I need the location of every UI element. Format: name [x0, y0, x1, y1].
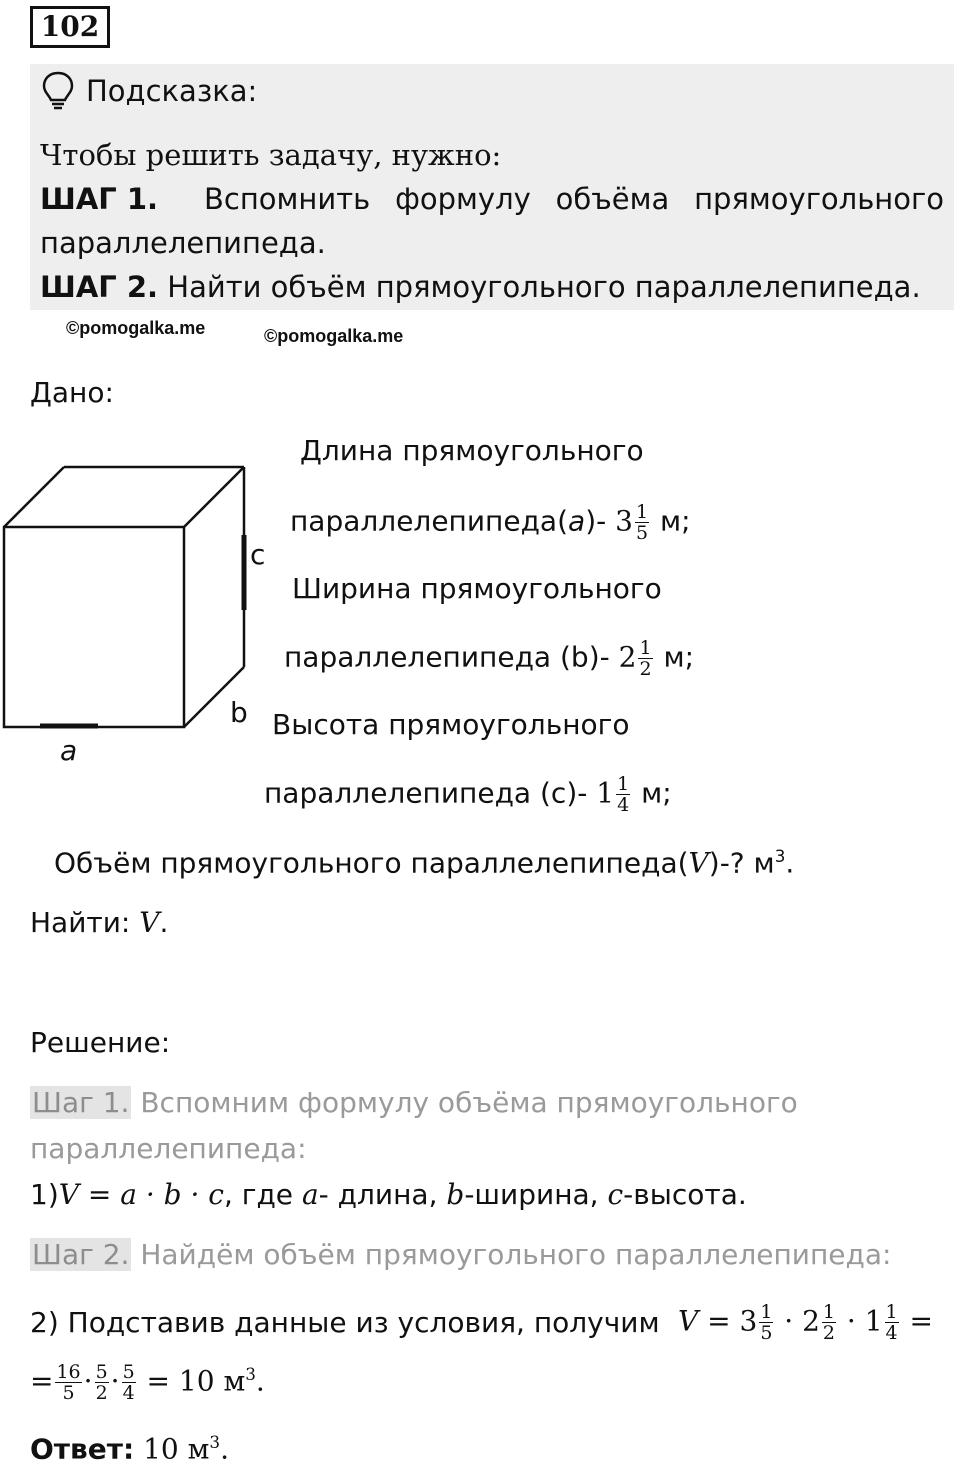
lightbulb-icon	[40, 70, 76, 110]
calc-text: 2) Подставив данные из условия, получим	[30, 1306, 660, 1339]
solution-step2: Шаг 2. Найдём объём прямоугольного параллелепипеда:	[32, 1238, 892, 1271]
height-line1: Высота прямоугольного	[272, 708, 630, 741]
figure-label-a: a	[60, 734, 78, 767]
watermark: ©pomogalka.me	[66, 318, 206, 338]
solution-heading: Решение:	[30, 1026, 171, 1059]
width-line2: параллелепипеда (b)- 2 $\frac{1}{2}$ м;	[284, 637, 695, 680]
volume-question: Объём прямоугольного параллелепипеда(V)-? $м^3$.	[54, 846, 795, 880]
width-line1: Ширина прямоугольного	[292, 572, 662, 605]
task-number: 102	[30, 6, 110, 48]
hint-step1-cont: параллелепипеда.	[40, 226, 326, 260]
answer-line: Ответ: 10 $м^3$.	[30, 1432, 229, 1466]
given-heading: Дано:	[30, 376, 114, 409]
find-line: Найти: V.	[30, 906, 169, 939]
length-line1: Длина прямоугольного	[300, 434, 644, 467]
watermark: ©pomogalka.me	[264, 326, 404, 346]
solution-step1: Шаг 1. Вспомним формулу объёма прямоугольного	[32, 1086, 798, 1119]
formula-line: 1)V = a · b · c, где a- длина, b-ширина, c-высота.	[30, 1178, 747, 1211]
hint-step1-label: ШАГ 1.	[40, 182, 159, 216]
hint-step1	[40, 182, 944, 216]
height-line2: параллелепипеда (c)- 1 $\frac{1}{4}$ м;	[264, 773, 672, 816]
hint-intro: Чтобы решить задачу, нужно:	[40, 138, 502, 172]
length-line2: параллелепипеда(a)- 3 $\frac{1}{5}$ м;	[290, 501, 691, 544]
figure-label-c: c	[250, 538, 266, 571]
hint-step2: ШАГ 2. Найти объём прямоугольного параллелепипеда.	[40, 270, 921, 304]
hint-step1-text: Вспомнить формулу объёма прямоугольного	[204, 182, 944, 216]
figure-label-b: b	[230, 696, 248, 729]
solution-step1-cont: параллелепипеда:	[30, 1132, 307, 1165]
hint-title: Подсказка:	[86, 74, 258, 108]
calc-expression: V = 3 $\frac{1}{5}$ · 2 $\frac{1}{2}$ · 1 $\frac{1}{4}$ =	[678, 1301, 933, 1344]
calc-line2: = $\frac{16}{5}$ · $\frac{5}{2}$ · $\frac{5}{4}$ = 10 $м^3$.	[30, 1361, 265, 1404]
